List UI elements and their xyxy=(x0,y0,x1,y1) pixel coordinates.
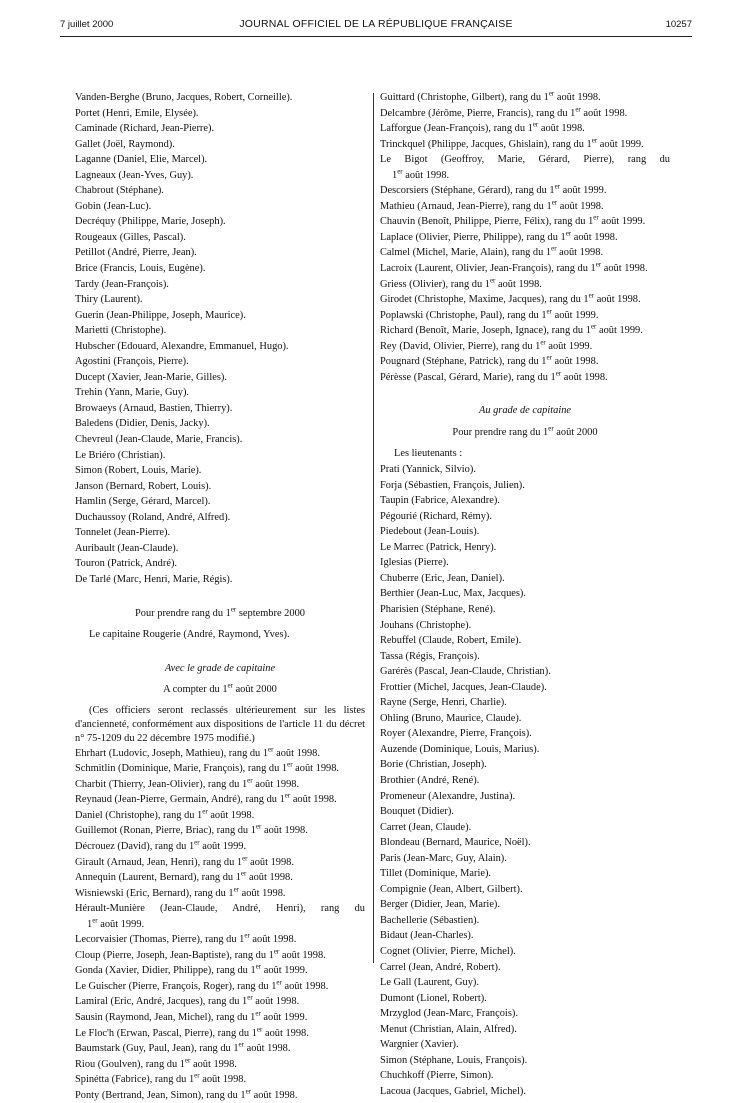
rank-september-line: Pour prendre rang du 1er septembre 2000 xyxy=(135,605,305,619)
ranked-list-item: Annequin (Laurent, Bernard), rang du 1er août 1998. xyxy=(75,870,293,884)
ranked-list-d xyxy=(380,183,670,385)
ranked-list-item: Girodet (Christophe, Maxime, Jacques), rang du 1er août 1998. xyxy=(380,292,641,306)
list-item: Dumont (Lionel, Robert). xyxy=(380,992,487,1004)
right-column xyxy=(380,90,670,1099)
ranked-list-item: Lacroix (Laurent, Olivier, Jean-François), rang du 1er août 1998. xyxy=(380,261,648,275)
list-item: Pégourié (Richard, Rémy). xyxy=(380,510,492,522)
ranked-list-item: Spinétta (Fabrice), rang du 1er août 1998. xyxy=(75,1072,247,1086)
list-item: Jouhans (Christophe). xyxy=(380,619,472,631)
list-item: Duchaussoy (Roland, André, Alfred). xyxy=(75,511,231,523)
list-item: Portet (Henri, Emile, Elysée). xyxy=(75,107,199,119)
list-item: Brothier (André, René). xyxy=(380,774,480,786)
ranked-list-item: Cloup (Pierre, Joseph, Jean-Baptiste), rang du 1er août 1998. xyxy=(75,947,326,961)
ranked-list-item: Chauvin (Benoît, Philippe, Pierre, Félix), rang du 1er août 1999. xyxy=(380,214,646,228)
ranked-list-item: Rey (David, Olivier, Pierre), rang du 1er août 1999. xyxy=(380,338,593,352)
ranked-list-item: Charbit (Thierry, Jean-Olivier), rang du 1er août 1998. xyxy=(75,776,300,790)
grade-heading-left: Avec le grade de capitaine xyxy=(164,662,276,674)
ranked-list-item: Gonda (Xavier, Didier, Philippe), rang du 1er août 1999. xyxy=(75,963,308,977)
grade-heading-right: Au grade de capitaine xyxy=(478,405,572,417)
list-item: Promeneur (Alexandre, Justina). xyxy=(380,790,516,802)
lieutenant-name-list xyxy=(380,462,670,1099)
list-item: Garérès (Pascal, Jean-Claude, Christian). xyxy=(380,666,551,678)
list-item: Le Gall (Laurent, Guy). xyxy=(380,977,479,989)
reclassification-note: (Ces officiers seront reclassés ultérieurement sur les listes d'ancienneté, conformément aux dispositions de l'article 11 du décret n° 75-1209 du 22 décembre 1975 modifié.) xyxy=(75,704,365,744)
capitaine-rougerie: Le capitaine Rougerie (André, Raymond, Yves). xyxy=(89,629,290,641)
herault-line-a: Hérault-Munière (Jean-Claude, André, Henri), rang du xyxy=(75,903,365,915)
ranked-list-item: Mathieu (Arnaud, Jean-Pierre), rang du 1er août 1998. xyxy=(380,198,604,212)
ranked-list-item: Guittard (Christophe, Gilbert), rang du 1er août 1998. xyxy=(380,90,601,103)
ranked-list-item: Laplace (Olivier, Pierre, Philippe), rang du 1er août 1998. xyxy=(380,229,618,243)
list-item: Lacoua (Jacques, Gabriel, Michel). xyxy=(380,1085,526,1097)
list-item: Chuberre (Eric, Jean, Daniel). xyxy=(380,572,505,584)
list-item: Piedebout (Jean-Louis). xyxy=(380,526,480,538)
ranked-list-item: Ehrhart (Ludovic, Joseph, Mathieu), rang du 1er août 1998. xyxy=(75,745,320,759)
list-item: Iglesias (Pierre). xyxy=(380,557,449,569)
lieutenants-label: Les lieutenants : xyxy=(394,448,463,460)
list-item: Rayne (Serge, Henri, Charlie). xyxy=(380,697,507,709)
list-item: Chevreul (Jean-Claude, Marie, Francis). xyxy=(75,434,243,446)
list-item: Ducept (Xavier, Jean-Marie, Gilles). xyxy=(75,371,227,383)
list-item: De Tarlé (Marc, Henri, Marie, Régis). xyxy=(75,573,233,585)
list-item: Touron (Patrick, André). xyxy=(75,558,177,570)
list-item: Prati (Yannick, Silvio). xyxy=(380,464,476,476)
list-item: Chabrout (Stéphane). xyxy=(75,185,164,197)
list-item: Pharisien (Stéphane, René). xyxy=(380,603,496,615)
ranked-list-item: Schmitlin (Dominique, Marie, François), rang du 1er août 1998. xyxy=(75,761,340,775)
ranked-list-item: Trinckquel (Philippe, Jacques, Ghislain), rang du 1er août 1999. xyxy=(380,136,644,150)
list-item: Royer (Alexandre, Pierre, François). xyxy=(380,728,532,740)
list-item: Cognet (Olivier, Pierre, Michel). xyxy=(380,945,516,957)
list-item: Frottier (Michel, Jacques, Jean-Claude). xyxy=(380,681,547,693)
list-item: Baledens (Didier, Denis, Jacky). xyxy=(75,418,210,430)
list-item: Tillet (Dominique, Marie). xyxy=(380,868,492,880)
list-item: Rougeaux (Gilles, Pascal). xyxy=(75,231,186,243)
list-item: Taupin (Fabrice, Alexandre). xyxy=(380,495,500,507)
list-item: Chuchkoff (Pierre, Simon). xyxy=(380,1070,494,1082)
ranked-list-item: Richard (Benoît, Marie, Joseph, Ignace), rang du 1er août 1999. xyxy=(380,323,643,337)
ranked-list-item: Lafforgue (Jean-François), rang du 1er août 1998. xyxy=(380,121,585,135)
list-item: Auribault (Jean-Claude). xyxy=(75,542,179,554)
list-item: Tassa (Régis, François). xyxy=(380,650,480,662)
list-item: Le Marrec (Patrick, Henry). xyxy=(380,541,497,553)
list-item: Compignie (Jean, Albert, Gilbert). xyxy=(380,883,523,895)
list-item: Gallet (Joël, Raymond). xyxy=(75,138,175,150)
list-item: Menut (Christian, Alain, Alfred). xyxy=(380,1023,517,1035)
list-item: Paris (Jean-Marc, Guy, Alain). xyxy=(380,852,507,864)
list-item: Wargnier (Xavier). xyxy=(380,1039,459,1051)
ranked-list-item: Riou (Goulven), rang du 1er août 1998. xyxy=(75,1056,237,1070)
list-item: Marietti (Christophe). xyxy=(75,325,167,337)
ranked-list-item: Guillemot (Ronan, Pierre, Briac), rang du 1er août 1998. xyxy=(75,823,308,837)
list-item: Gobin (Jean-Luc). xyxy=(75,200,152,212)
list-item: Mrzyglod (Jean-Marc, François). xyxy=(380,1008,518,1020)
list-item: Forja (Sébastien, François, Julien). xyxy=(380,479,525,491)
list-item: Carret (Jean, Claude). xyxy=(380,821,472,833)
ranked-list-item: Reynaud (Jean-Pierre, Germain, André), rang du 1er août 1998. xyxy=(75,792,337,806)
ranked-list-item: Girault (Arnaud, Jean, Henri), rang du 1er août 1998. xyxy=(75,854,294,868)
list-item: Le Briéro (Christian). xyxy=(75,449,166,461)
list-item: Rebuffel (Claude, Robert, Emile). xyxy=(380,635,522,647)
list-item: Hamlin (Serge, Gérard, Marcel). xyxy=(75,496,211,508)
list-item: Guerin (Jean-Philippe, Joseph, Maurice). xyxy=(75,309,246,321)
ranked-list-item: Le Guischer (Pierre, François, Roger), rang du 1er août 1998. xyxy=(75,978,329,992)
list-item: Petillot (André, Pierre, Jean). xyxy=(75,247,197,259)
list-item: Vanden-Berghe (Bruno, Jacques, Robert, Corneille). xyxy=(75,92,293,103)
list-item: Blondeau (Bernard, Maurice, Noël). xyxy=(380,837,531,849)
header-page-number: 10257 xyxy=(665,19,692,30)
list-item: Berthier (Jean-Luc, Max, Jacques). xyxy=(380,588,526,600)
ranked-list-item: Pérèsse (Pascal, Gérard, Marie), rang du 1er août 1998. xyxy=(380,369,608,383)
ranked-list-item: Descorsiers (Stéphane, Gérard), rang du 1er août 1999. xyxy=(380,183,607,197)
bigot-line-a: Le Bigot (Geoffroy, Marie, Gérard, Pierre), rang du xyxy=(380,154,670,166)
rank-august-line: Pour prendre rang du 1er août 2000 xyxy=(452,424,598,438)
list-item: Ohling (Bruno, Maurice, Claude). xyxy=(380,712,522,724)
list-item: Brice (Francis, Louis, Eugène). xyxy=(75,263,206,275)
list-item: Berger (Didier, Jean, Marie). xyxy=(380,899,500,911)
list-item: Auzende (Dominique, Louis, Marius). xyxy=(380,743,540,755)
ranked-list-item: Daniel (Christophe), rang du 1er août 1998. xyxy=(75,807,255,821)
list-item: Borie (Christian, Joseph). xyxy=(380,759,487,771)
compter-line: A compter du 1er août 2000 xyxy=(163,681,277,696)
page-header xyxy=(60,14,692,37)
list-item: Decréquy (Philippe, Marie, Joseph). xyxy=(75,216,226,228)
ranked-list-item: Wisniewski (Eric, Bernard), rang du 1er août 1998. xyxy=(75,885,286,899)
ranked-list-item: Sausin (Raymond, Jean, Michel), rang du 1er août 1999. xyxy=(75,1009,308,1023)
herault-line-b: 1er août 1999. xyxy=(87,916,145,930)
ranked-list-item: Delcambre (Jérôme, Pierre, Francis), rang du 1er août 1998. xyxy=(380,105,628,119)
ranked-list-c xyxy=(380,90,670,152)
list-item: Tonnelet (Jean-Pierre). xyxy=(75,527,171,539)
ranked-list-item: Pougnard (Stéphane, Patrick), rang du 1er août 1998. xyxy=(380,354,599,368)
list-item: Bidaut (Jean-Charles). xyxy=(380,930,474,942)
list-item: Thiry (Laurent). xyxy=(75,294,143,306)
list-item: Bouquet (Didier). xyxy=(380,806,454,818)
bigot-line-b: 1er août 1998. xyxy=(392,167,450,181)
left-column xyxy=(75,90,365,1103)
ranked-list-item: Poplawski (Christophe, Paul), rang du 1er août 1999. xyxy=(380,307,599,321)
list-item: Lagneaux (Jean-Yves, Guy). xyxy=(75,169,194,181)
header-title: JOURNAL OFFICIEL DE LA RÉPUBLIQUE FRANÇAISE xyxy=(239,18,513,30)
ranked-list-item: Décrouez (David), rang du 1er août 1999. xyxy=(75,838,247,852)
ranked-list-item: Ponty (Bertrand, Jean, Simon), rang du 1er août 1998. xyxy=(75,1087,298,1101)
list-item: Agostini (François, Pierre). xyxy=(75,356,189,368)
ranked-list-item: Lecorvaisier (Thomas, Pierre), rang du 1er août 1998. xyxy=(75,932,297,946)
list-item: Hubscher (Edouard, Alexandre, Emmanuel, Hugo). xyxy=(75,340,289,352)
list-item: Simon (Stéphane, Louis, François). xyxy=(380,1054,528,1066)
ranked-list-item: Calmel (Michel, Marie, Alain), rang du 1er août 1998. xyxy=(380,245,604,259)
list-item: Bachellerie (Sébastien). xyxy=(380,914,480,926)
header-date: 7 juillet 2000 xyxy=(60,19,114,30)
list-item: Caminade (Richard, Jean-Pierre). xyxy=(75,123,215,135)
column-divider xyxy=(373,93,374,963)
list-item: Browaeys (Arnaud, Bastien, Thierry). xyxy=(75,402,233,414)
ranked-list-item: Lamiral (Eric, André, Jacques), rang du 1er août 1998. xyxy=(75,994,300,1008)
list-item: Laganne (Daniel, Elie, Marcel). xyxy=(75,154,208,166)
ranked-list-item: Baumstark (Guy, Paul, Jean), rang du 1er août 1998. xyxy=(75,1041,291,1055)
list-item: Carrel (Jean, André, Robert). xyxy=(380,961,501,973)
list-item: Simon (Robert, Louis, Marie). xyxy=(75,465,202,477)
ranked-list-item: Le Floc'h (Erwan, Pascal, Pierre), rang du 1er août 1998. xyxy=(75,1025,309,1039)
ranked-list-item: Griess (Olivier), rang du 1er août 1998. xyxy=(380,276,542,290)
ranked-list-b xyxy=(75,932,365,1103)
list-item: Janson (Bernard, Robert, Louis). xyxy=(75,480,212,492)
ranked-list-a xyxy=(75,746,365,901)
list-item: Trehin (Yann, Marie, Guy). xyxy=(75,387,190,399)
list-item: Tardy (Jean-François). xyxy=(75,278,169,290)
name-list-a xyxy=(75,90,365,588)
